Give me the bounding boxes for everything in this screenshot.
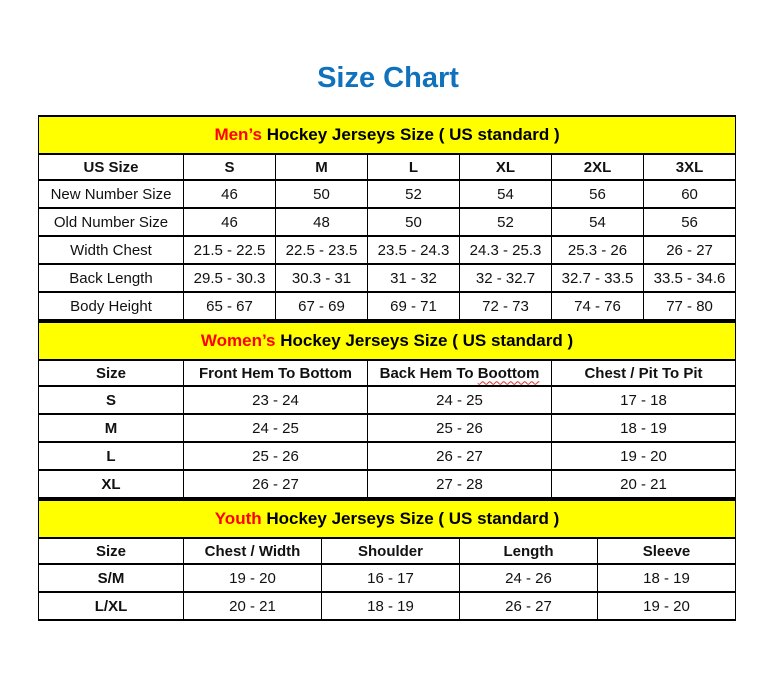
mens-size-table — [38, 115, 736, 321]
youth-column-header: Chest / Width — [184, 538, 322, 564]
mens-cell: 60 — [644, 180, 736, 208]
mens-cell: 25.3 - 26 — [552, 236, 644, 264]
womens-row-label: XL — [39, 470, 184, 498]
mens-cell: 52 — [368, 180, 460, 208]
womens-section-rest: Hockey Jerseys Size ( US standard ) — [275, 331, 574, 350]
mens-table-row — [39, 292, 736, 320]
page-title: Size Chart — [317, 62, 459, 94]
mens-cell: 54 — [552, 208, 644, 236]
womens-cell: 18 - 19 — [552, 414, 736, 442]
mens-cell: 48 — [276, 208, 368, 236]
mens-cell: 72 - 73 — [460, 292, 552, 320]
youth-size-table — [38, 499, 736, 621]
womens-cell: 23 - 24 — [184, 386, 368, 414]
mens-cell: 46 — [184, 208, 276, 236]
womens-table-row — [39, 386, 736, 414]
youth-table-row — [39, 564, 736, 592]
womens-column-header: Size — [39, 360, 184, 386]
mens-cell: 50 — [276, 180, 368, 208]
youth-section-rest: Hockey Jerseys Size ( US standard ) — [261, 509, 560, 528]
mens-cell: 32 - 32.7 — [460, 264, 552, 292]
youth-cell: 26 - 27 — [460, 592, 598, 620]
womens-section-header — [39, 322, 736, 360]
youth-column-header: Length — [460, 538, 598, 564]
womens-column-header: Back Hem To Boottom — [368, 360, 552, 386]
mens-table-row — [39, 264, 736, 292]
youth-cell: 16 - 17 — [322, 564, 460, 592]
mens-cell: 31 - 32 — [368, 264, 460, 292]
mens-cell: 22.5 - 23.5 — [276, 236, 368, 264]
mens-cell: 74 - 76 — [552, 292, 644, 320]
womens-row-label: S — [39, 386, 184, 414]
youth-section-accent: Youth — [214, 509, 262, 528]
misspelled-word: Boottom — [477, 364, 540, 382]
mens-cell: 32.7 - 33.5 — [552, 264, 644, 292]
womens-table-row — [39, 414, 736, 442]
mens-cell: 54 — [460, 180, 552, 208]
youth-section-header — [39, 500, 736, 538]
womens-cell: 26 - 27 — [184, 470, 368, 498]
mens-row-label: Body Height — [39, 292, 184, 320]
youth-cell: 18 - 19 — [598, 564, 736, 592]
womens-section-accent: Women’s — [200, 331, 276, 350]
womens-size-table — [38, 321, 736, 499]
mens-cell: 67 - 69 — [276, 292, 368, 320]
mens-cell: 65 - 67 — [184, 292, 276, 320]
mens-row-label: Back Length — [39, 264, 184, 292]
youth-cell: 20 - 21 — [184, 592, 322, 620]
womens-cell: 20 - 21 — [552, 470, 736, 498]
mens-column-header: XL — [460, 154, 552, 180]
mens-section-accent: Men’s — [214, 125, 262, 144]
youth-column-header: Shoulder — [322, 538, 460, 564]
mens-table-row — [39, 180, 736, 208]
youth-cell: 18 - 19 — [322, 592, 460, 620]
mens-cell: 56 — [644, 208, 736, 236]
mens-cell: 56 — [552, 180, 644, 208]
mens-cell: 50 — [368, 208, 460, 236]
youth-cell: 19 - 20 — [598, 592, 736, 620]
mens-section-rest: Hockey Jerseys Size ( US standard ) — [261, 125, 560, 144]
mens-cell: 33.5 - 34.6 — [644, 264, 736, 292]
mens-cell: 69 - 71 — [368, 292, 460, 320]
mens-section-header — [39, 116, 736, 154]
youth-column-header: Sleeve — [598, 538, 736, 564]
womens-cell: 25 - 26 — [368, 414, 552, 442]
womens-cell: 17 - 18 — [552, 386, 736, 414]
mens-table-row — [39, 236, 736, 264]
mens-column-header: 3XL — [644, 154, 736, 180]
mens-table-row — [39, 208, 736, 236]
mens-cell: 26 - 27 — [644, 236, 736, 264]
womens-row-label: L — [39, 442, 184, 470]
mens-column-header: US Size — [39, 154, 184, 180]
mens-cell: 77 - 80 — [644, 292, 736, 320]
mens-row-label: New Number Size — [39, 180, 184, 208]
mens-cell: 23.5 - 24.3 — [368, 236, 460, 264]
womens-cell: 24 - 25 — [184, 414, 368, 442]
womens-cell: 27 - 28 — [368, 470, 552, 498]
womens-table-row — [39, 470, 736, 498]
mens-cell: 29.5 - 30.3 — [184, 264, 276, 292]
youth-cell: 24 - 26 — [460, 564, 598, 592]
mens-cell: 46 — [184, 180, 276, 208]
womens-cell: 24 - 25 — [368, 386, 552, 414]
mens-cell: 52 — [460, 208, 552, 236]
womens-table-row — [39, 442, 736, 470]
youth-column-header: Size — [39, 538, 184, 564]
mens-column-header: L — [368, 154, 460, 180]
mens-column-header: 2XL — [552, 154, 644, 180]
youth-cell: 19 - 20 — [184, 564, 322, 592]
youth-row-label: S/M — [39, 564, 184, 592]
youth-table-row — [39, 592, 736, 620]
mens-cell: 30.3 - 31 — [276, 264, 368, 292]
womens-cell: 19 - 20 — [552, 442, 736, 470]
womens-cell: 26 - 27 — [368, 442, 552, 470]
mens-row-label: Width Chest — [39, 236, 184, 264]
womens-column-header: Chest / Pit To Pit — [552, 360, 736, 386]
size-chart-tables — [38, 115, 735, 621]
mens-cell: 21.5 - 22.5 — [184, 236, 276, 264]
mens-row-label: Old Number Size — [39, 208, 184, 236]
mens-column-header: M — [276, 154, 368, 180]
womens-row-label: M — [39, 414, 184, 442]
youth-row-label: L/XL — [39, 592, 184, 620]
mens-cell: 24.3 - 25.3 — [460, 236, 552, 264]
womens-column-header: Front Hem To Bottom — [184, 360, 368, 386]
womens-cell: 25 - 26 — [184, 442, 368, 470]
mens-column-header: S — [184, 154, 276, 180]
